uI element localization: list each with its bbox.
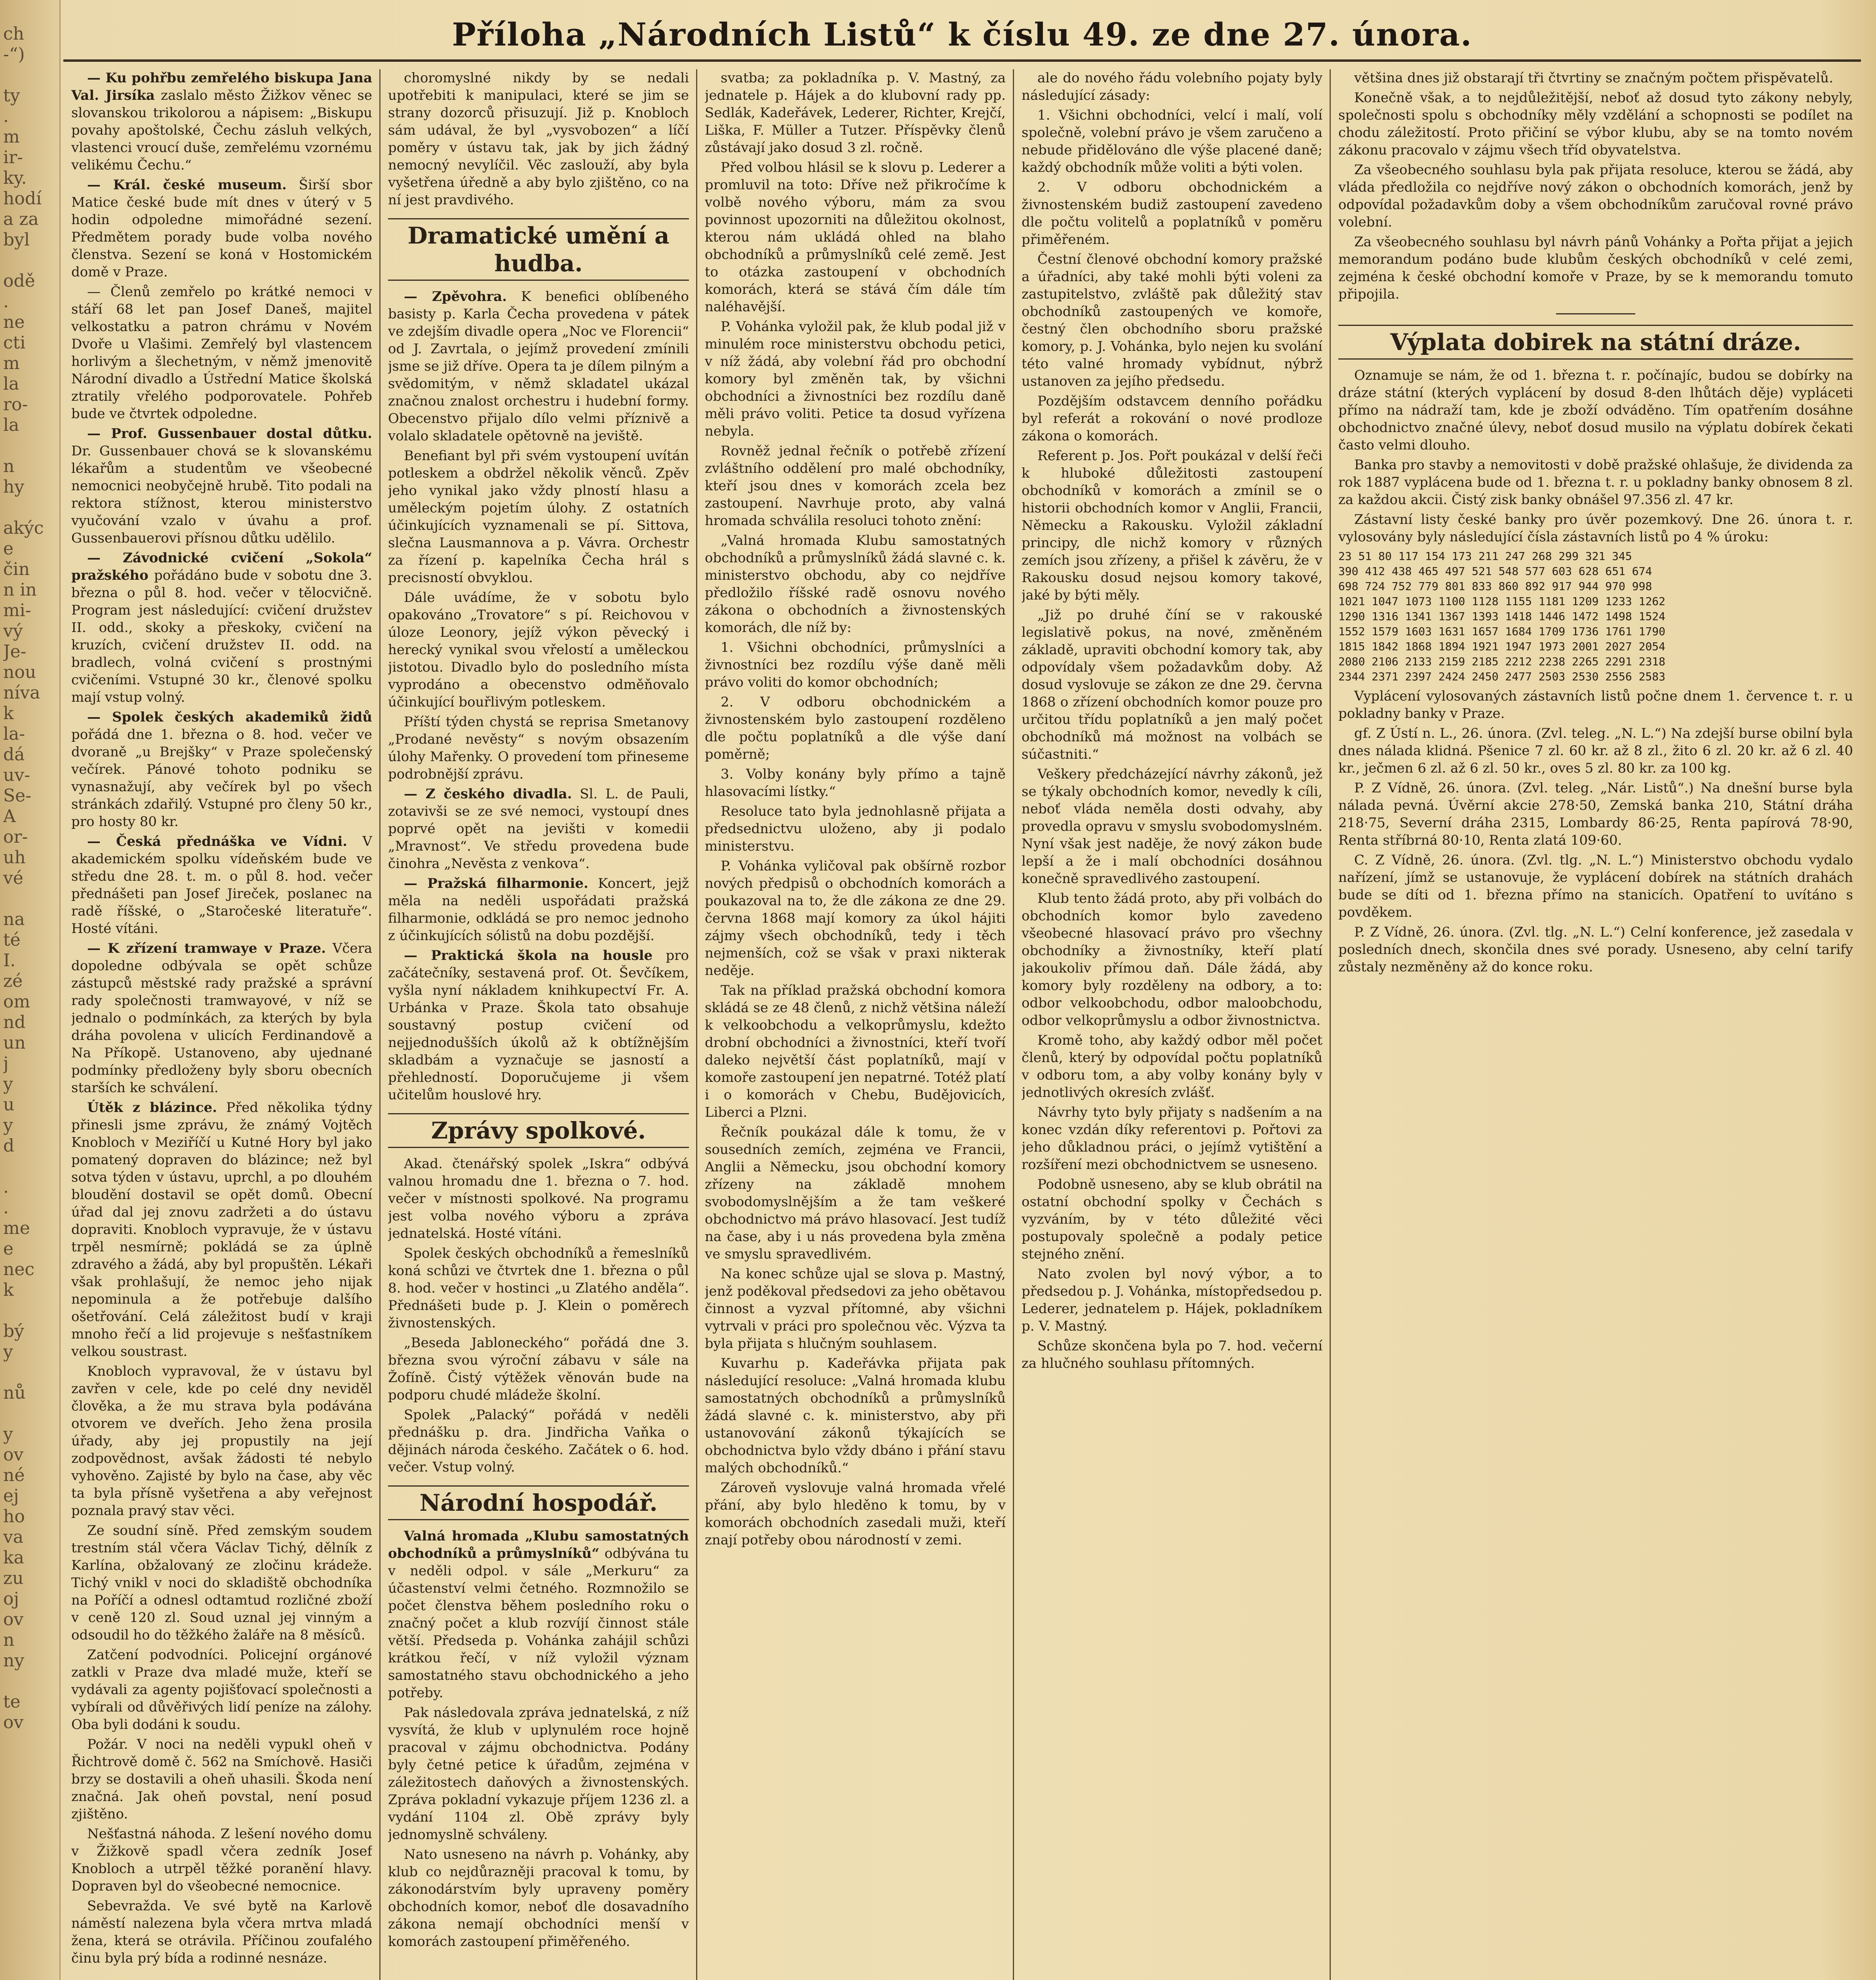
article-lead: — Král. české museum. <box>87 177 287 193</box>
article-text: Veškery předcházející návrhy zákonů, jež se týkaly obchodních komor, nevedly k cíli, neboť vláda neměla dosti odvahy, aby provedla opravu v smyslu svobodomyslném. Nyní však jest naděje, že nový zákon bude lepší a že i malí obchodníci dosáhnou konečně spravedlivého zastoupení. <box>1022 766 1322 887</box>
article-paragraph <box>71 833 372 937</box>
article-paragraph <box>1022 1265 1322 1335</box>
article-text: Podobně usneseno, aby se klub obrátil na ostatní obchodní spolky v Čechách s vyzváním, by v této důležité věci postupovaly společně a podaly petice stejného znění. <box>1022 1177 1322 1262</box>
article-paragraph <box>71 1897 372 1967</box>
article-text: P. Z Vídně, 26. února. (Zvl. tlg. „N. L.“) Celní konference, jež zasedala v posledních dnech, skončila dnes své porady. Usneseno, aby celní tarify zůstaly nezměněny až do konce roku. <box>1338 924 1853 975</box>
article-text: P. Vohánka vyličoval pak obšírně rozbor nových předpisů o obchodních komorách a poukazoval na to, že dle zákona ze dne 29. června 1868 mají komory za úkol hájiti zájmy všech obchodníků, tedy i těch nejmenších, což se však v praxi nikterak neděje. <box>705 858 1006 979</box>
article-paragraph <box>705 1265 1006 1352</box>
article-paragraph <box>71 1099 372 1360</box>
section-heading-club-news: Zprávy spolkové. <box>388 1113 689 1148</box>
article-lead: — Praktická škola na housle <box>404 948 653 963</box>
article-paragraph <box>705 982 1006 1121</box>
article-text: Knobloch vypravoval, že v ústavu byl zavřen v cele, kde po celé dny neviděl člověka, a že mu strava byla podávána otvorem ve dveřích. Jeho žena prosila úřady, aby jej propustily na její zodpovědnost, avšak žádosti té nebylo vyhověno. Zajisté by bylo na čase, aby věc ta byla přísně vyšetřena a aby veřejnost poznala pravý stav věci. <box>71 1363 372 1519</box>
article-paragraph <box>388 589 689 711</box>
article-lead: — Česká přednáška ve Vídni. <box>87 834 348 849</box>
article-paragraph <box>1338 725 1853 777</box>
article-text: gf. Z Ústí n. L., 26. února. (Zvl. teleg. „N. L.“) Na zdejší burse obilní byla dnes nálada klidná. Pšenice 7 zl. 60 kr. až 8 zl., žito 6 zl. 20 kr. až 6 zl. 40 kr., ječmen 6 zl. až 6 zl. 50 kr., oves 5 zl. 80 kr. za 100 kg. <box>1338 725 1853 776</box>
article-paragraph <box>71 1825 372 1895</box>
column-4 <box>1022 69 1322 1980</box>
article-text: svatba; za pokladníka p. V. Mastný, za jednatele p. Hájek a do klubovní rady pp. Sedlák, Kadeřávek, Lederer, Richter, Krejčí, Liška, F. Müller a Tutzer. Příspěvky členů zůstávají jako dosud 3 zl. ročně. <box>705 70 1006 156</box>
left-page-edge <box>0 0 61 1980</box>
column-5 <box>1338 69 1853 1980</box>
article-paragraph <box>1338 923 1853 976</box>
article-paragraph <box>388 1527 689 1702</box>
column-rule <box>1013 69 1014 1980</box>
article-paragraph <box>388 785 689 872</box>
article-paragraph <box>71 1522 372 1644</box>
article-text: Pozdějším odstavcem denního pořádku byl referát a rokování o nové prodloze zákona o komorách. <box>1022 393 1322 444</box>
article-text: zaslalo město Žižkov věnec se slovanskou trikolorou a nápisem: „Biskupu povahy apoštolské, Čechu zásluh velkých, vlastenci vroucí duše, zemřelému vzornému velikému Čechu.“ <box>71 88 372 173</box>
column-rule <box>379 69 381 1980</box>
article-text: Spolek českých obchodníků a řemeslníků koná schůzi ve čtvrtek dne 1. března o půl 8. hod. večer v hostinci „u Zlatého anděla“. Přednášeti bude p. J. Klein o poměrech živnostenských. <box>388 1245 689 1331</box>
column-rule <box>696 69 697 1980</box>
article-text: pořádáno bude v sobotu dne 3. března o půl 8. hod. večer v tělocvičně. Program jest následující: cvičení družstev II. odd., skoky a přeskoky, cvičení na kruzích, cvičení družstev II. odd. na bradlech, volná cvičení s prostnými cvičeními. Vstupné 30 kr., členové spolku mají vstup volný. <box>71 567 372 705</box>
article-text: Za všeobecného souhlasu byl návrh pánů Vohánky a Pořta přijat a jejich memorandum podáno bude klubům českých obchodníků v celé zemi, zejména k české obchodní komoře v Praze, by se k memorandu tomuto připojila. <box>1338 234 1853 302</box>
article-lead: Valná hromada „Klubu samostatných obchodníků a průmyslníků“ <box>388 1528 689 1561</box>
article-paragraph <box>1338 511 1853 546</box>
article-paragraph <box>1022 1104 1322 1173</box>
article-paragraph <box>705 318 1006 440</box>
article-text: „Valná hromada Klubu samostatných obchodníků a průmyslníků žádá slavné c. k. ministerstvo obchodu, aby co nejdříve předložilo říšské radě osnovu nového zákona o obchodních a živnostenských komorách, dle níž by: <box>705 533 1006 636</box>
article-text: Nešťastná náhoda. Z lešení nového domu v Žižkově spadl včera zedník Josef Knobloch a utrpěl těžké poranění hlavy. Dopraven byl do všeobecné nemocnice. <box>71 1826 372 1894</box>
article-text: Kuvarhu p. Kadeřávka přijata pak následující resoluce: „Valná hromada klubu samostatných obchodníků a průmyslníků žádá slavné c. k. ministerstvo, aby při ustanovování zákonů týkajících se obchodnictva bylo vždy dbáno i přání stavu malých obchodníků.“ <box>705 1356 1006 1476</box>
article-paragraph <box>388 1155 689 1242</box>
article-paragraph <box>705 1479 1006 1549</box>
article-lead: — Z českého divadla. <box>404 786 572 802</box>
article-lead: — Zpěvohra. <box>404 289 507 305</box>
article-lead: — Spolek českých akademiků židů <box>87 709 372 725</box>
section-cod-payments <box>1338 367 1853 546</box>
article-text: Zároveň vyslovuje valná hromada vřelé přání, aby bylo hleděno k tomu, by v komorách obchodních zasedali muži, kteří znají potřeby obou národností v zemi. <box>705 1480 1006 1548</box>
article-text: P. Z Vídně, 26. února. (Zvl. teleg. „Nár. Listů“.) Na dnešní burse byla nálada pevná. Úvěrní akcie 278·50, Zemská banka 210, Státní dráha 218·75, Severní dráha 2315, Lombardy 86·25, Renta papírová 78·90, Renta stříbrná 80·10, Renta zlatá 109·60. <box>1338 780 1853 848</box>
article-paragraph <box>388 1334 689 1404</box>
article-text: Dále uvádíme, že v sobotu bylo opakováno „Trovatore“ s pí. Reichovou v úloze Leonory, jejíž výkon pěvecký i herecký vynikal svou vřelostí a uměleckou jistotou. Divadlo bylo do posledního místa vyprodáno a obecenstvo odměňovalo účinkující bouřlivým potleskem. <box>388 590 689 710</box>
article-paragraph <box>705 765 1006 800</box>
article-paragraph <box>71 940 372 1097</box>
article-paragraph <box>1022 606 1322 763</box>
column-5-intro <box>1338 69 1853 303</box>
article-text: „Již po druhé číní se v rakouské legislativě pokus, na nové, změněném základě, upraviti obchodní komory tak, aby odpovídaly všem požadavkům doby. Až dosud vyslovuje se zákon ze dne 29. června 1868 o zřízení obchodních komor pouze pro určitou třídu poplatníků a jen malý počet obchodníků má možnost na volbách se súčastniti.“ <box>1022 607 1322 762</box>
article-paragraph <box>1022 69 1322 104</box>
article-paragraph <box>1022 1176 1322 1263</box>
article-paragraph <box>1022 179 1322 248</box>
article-paragraph <box>71 549 372 706</box>
article-paragraph <box>705 693 1006 763</box>
article-paragraph <box>388 447 689 586</box>
article-paragraph <box>1338 89 1853 159</box>
article-text: Příští týden chystá se reprisa Smetanovy „Prodané nevěsty“ s novým obsazením úlohy Mařenky. O provedení tom přineseme podrobnější zprávu. <box>388 714 689 782</box>
masthead-rule <box>63 59 1861 62</box>
article-text: Resoluce tato byla jednohlasně přijata a předsednictvu uloženo, aby ji podalo ministerstvu. <box>705 803 1006 854</box>
article-paragraph <box>705 857 1006 979</box>
section-heading-cod-payments: Výplata dobirek na státní dráze. <box>1338 325 1853 360</box>
article-text: Akad. čtenářský spolek „Iskra“ odbývá valnou hromadu dne 1. března o 7. hod. večer v místnosti spolkové. Na programu jest volba nového výboru a zpráva jednatelská. Hosté vítáni. <box>388 1156 689 1241</box>
article-lead: — Závodnické cvičení „Sokola“ pražského <box>71 550 372 583</box>
article-paragraph <box>388 288 689 445</box>
article-text: ale do nového řádu volebního pojaty byly následující zásady: <box>1022 70 1322 103</box>
article-paragraph <box>71 1736 372 1823</box>
article-paragraph <box>705 69 1006 156</box>
article-paragraph <box>1338 687 1853 722</box>
article-text: odbývána tu v neděli odpol. v sále „Merkuru“ za účastenství velmi četného. Rozmnožilo se počet členstva během posledního roku o značný počet a klub rozvíjí činnost stále větší. Předseda p. Vohánka zahájil schůzi krátkou řečí, v níž vyložil význam samostatného stavu obchodnického a jeho potřeby. <box>388 1546 689 1701</box>
article-text: pro začátečníky, sestavená prof. Ot. Ševčíkem, vyšla nyní nákladem knihkupectví Fr. A. Urbánka v Praze. Škola tato obsahuje soustavný postup cvičení od nejjednodušších úkolů až k obtížnějším skladbám a vyznačuje se jasností a přehledností. Doporučujeme ji všem učitelům houslové hry. <box>388 948 689 1103</box>
section-club-news <box>388 1155 689 1476</box>
column-1 <box>71 69 372 1980</box>
article-paragraph <box>705 442 1006 529</box>
article-text: Na konec schůze ujal se slova p. Mastný, jenž poděkoval předsedovi za jeho obětavou činnost a vyzval přítomné, aby všichni vytrvali v práci pro společnou věc. Výzva ta byla přijata s hlučným souhlasem. <box>705 1266 1006 1352</box>
article-text: Banka pro stavby a nemovitosti v době pražské ohlašuje, že dividenda za rok 1887 vyplácena bude od 1. března t. r. u pokladny banky obnosem 8 zl. za každou akcii. Čistý zisk banky obnášel 97.356 zl. 47 kr. <box>1338 457 1853 508</box>
article-text: choromyslné nikdy by se nedali upotřebiti k manipulaci, které se jim se strany dozorců přisuzují. Již p. Knobloch sám udával, že byl „vysvobozen“ a líčí poměry v ústavu tak, jak by jich žádný nemocný nevylíčil. Věc zaslouží, aby byla vyšetřena úředně a aby bylo zjištěno, co na ní jest pravdivého. <box>388 70 689 208</box>
article-paragraph <box>388 1406 689 1476</box>
article-text: 2. V odboru obchodnickém a živnostenském budiž zastoupení zavedeno dle počtu volitelů a poplatníků v poměru přiměřeném. <box>1022 179 1322 248</box>
article-text: 3. Volby konány byly přímo a tajně hlasovacími lístky.“ <box>705 766 1006 800</box>
section-market-reports <box>1338 687 1853 976</box>
article-text: Schůze skončena byla po 7. hod. večerní za hlučného souhlasu přítomných. <box>1022 1338 1322 1371</box>
supplement-masthead: Příloha „Národních Listů“ k číslu 49. ze dne 27. února. <box>452 16 1473 53</box>
article-lead: — Prof. Gussenbauer dostal důtku. <box>87 426 372 442</box>
article-lead: — K zřízení tramwaye v Praze. <box>87 940 326 956</box>
column-2 <box>388 69 689 1980</box>
article-paragraph <box>705 532 1006 636</box>
article-paragraph <box>71 69 372 174</box>
article-paragraph <box>71 425 372 547</box>
article-text: — Členů zemřelo po krátké nemoci v stáří 68 let pan Josef Daneš, majitel velkostatku a patron chrámu v Novém Dvoře u Vlašimi. Zemřelý byl vlastencem horlivým a šlechetným, v němž jmenovitě Národní divadlo a Ústřední Matice školská ztratily vřelého podporovatele. Pohřeb bude ve čtvrtek odpoledne. <box>71 284 372 422</box>
article-text: Včera dopoledne odbývala se opět schůze zástupců městské rady pražské a správní rady společnosti tramwayové, v níž se jednalo o podmínkách, za kterých by byla dráha povolena v ulicích Ferdinandově a Na Příkopě. Ustanoveno, aby ujednané podmínky předloženy byly sboru obecních starších ke schválení. <box>71 940 372 1096</box>
article-lead: Útěk z blázince. <box>87 1100 217 1116</box>
article-paragraph <box>71 176 372 281</box>
edge-text-fragments: ch -“) ty . m ir- ky. hodí a za byl odě . ne cti m la ro- la n hy akýc e čin n in mi- vý Je- nou níva k la- dá uv- Se- A or- uh vé na té I. zé om nd un j y u y d . . me e nec k bý y nů y ov né ej ho va ka zu oj ov n ny te ov <box>3 24 44 1732</box>
article-text: Klub tento žádá proto, aby při volbách do obchodních komor bylo zavedeno všeobecné hlasovací právo pro všechny obchodníky a živnostníky, kteří platí jakoukoliv přímou daň. Dále žádá, aby komory byly rozděleny na odbory, a to: odbor velkoobchodu, odbor maloobchodu, odbor velkoprůmyslu a odbor živnostnictva. <box>1022 891 1322 1028</box>
article-paragraph <box>388 947 689 1104</box>
article-text: Pak následovala zpráva jednatelská, z níž vysvítá, že klub v uplynulém roce hojně pracoval v zájmu obchodnictva. Podány byly četné petice k úřadům, zejména v záležitostech daňových a živnostenských. Zpráva pokladní vykazuje příjem 1236 zl. a vydání 1104 zl. Obě zprávy byly jednomyslně schváleny. <box>388 1705 689 1843</box>
article-text: 2. V odboru obchodnickém a živnostenském bylo zastoupení rozděleno dle počtu poplatníků a dle výše daní poměrně; <box>705 694 1006 762</box>
article-text: Oznamuje se nám, že od 1. března t. r. počínajíc, budou se dobírky na dráze státní (kterých vyplácení by dosud 8-den lhůtách děje) vypláceti přímo na nádraží tam, kde je zboží odváděno. Tím opatřením dosáhne obchodnictvo značné úlevy, neboť dosud musilo na výplatu dobírek čekati často velmi dlouho. <box>1338 367 1853 453</box>
article-paragraph <box>388 1245 689 1332</box>
article-paragraph <box>1338 367 1853 454</box>
article-lead: — Ku pohřbu zemřelého biskupa Jana Val. Jirsíka <box>71 70 372 103</box>
article-text: Rovněž jednal řečník o potřebě zřízení zvláštního oddělení pro malé obchodníky, kteří jsou dnes v komorách zcela bez zastoupení. Navrhuje proto, aby valná hromada schválila resoluci tohoto znění: <box>705 443 1006 529</box>
article-text: Benefiant byl při svém vystoupení uvítán potleskem a obdržel několik věnců. Zpěv jeho vynikal jako vždy plností hlasu a uměleckým pojetím úlohy. Z ostatních účinkujících vyznamenali se pí. Sittova, slečna Lausmannova a p. Vávra. Orchestr za řízení p. kapelníka Čecha hrál s precisností obvyklou. <box>388 448 689 586</box>
section-national-economy <box>388 1527 689 1950</box>
article-paragraph <box>388 713 689 783</box>
article-text: Zatčení podvodníci. Policejní orgánové zatkli v Praze dva mladé muže, kteří se vydávali za agenty pojišťovací společnosti a vybírali od důvěřivých lidí peníze na zálohy. Oba byli dodáni k soudu. <box>71 1647 372 1732</box>
article-text: Koncert, jejž měla na neděli uspořádati pražská filharmonie, odkládá se pro nemoc jednoho z účinkujících sólistů na dobu pozdější. <box>388 876 689 944</box>
article-text: 1. Všichni obchodníci, průmyslníci a živnostníci bez rozdílu výše daně měli právo voliti do komor obchodních; <box>705 640 1006 690</box>
article-paragraph <box>388 875 689 944</box>
article-paragraph <box>1338 779 1853 849</box>
article-paragraph <box>1338 69 1853 87</box>
article-text: Spolek „Palacký“ pořádá v neděli přednášku p. dra. Jindřicha Vaňka o dějinách národa českého. Začátek o 6. hod. večer. Vstup volný. <box>388 1407 689 1475</box>
article-paragraph <box>1022 251 1322 390</box>
article-text: V akademickém spolku vídeňském bude ve středu dne 28. t. m. o půl 8. hod. večer přednášeti pan Josef Jireček, poslanec na radě říšské, o „Staročeské literatuře“. Hosté vítáni. <box>71 834 372 937</box>
article-text: Za všeobecného souhlasu byla pak přijata resoluce, kterou se žádá, aby vláda předložila co nejdříve nový zákon o obchodních komorách, jenž by odpovídal požadavkům doby a všem obchodníkům zaručoval rovné právo volební. <box>1338 162 1853 230</box>
article-text: Vyplácení vylosovaných zástavních listů počne dnem 1. července t. r. u pokladny banky v Praze. <box>1338 688 1853 722</box>
article-text: Širší sbor Matice české bude mít dnes v úterý v 5 hodin odpoledne mimořádné sezení. Předmětem porady bude volba nového členstva. Sezení se koná v Hostomickém domě v Praze. <box>71 177 372 280</box>
column-3 <box>705 69 1006 1980</box>
article-text: pořádá dne 1. března o 8. hod. večer ve dvoraně „u Brejšky“ v Praze společenský večírek. Pánové tohoto podniku se vynasnažují, aby večírek byl po všech stránkách zdařilý. Vstupné pro členy 50 kr., pro hosty 80 kr. <box>71 727 372 830</box>
column-rule <box>1330 69 1331 1980</box>
lottery-number-table: 23 51 80 117 154 173 211 247 268 299 321 345 390 412 438 465 497 521 548 577 603 628 651 674 698 724 752 779 801 833 860 892 917 944 970 998 1021 1047 1073 1100 1128 1155 1181 1209 1233 1262 1290 1316 1341 1367 1393 1418 1446 1472 1498 1524 1552 1579 1603 1631 1657 1684 1709 1736 1761 1790 1815 1842 1868 1894 1921 1947 1973 2001 2027 2054 2080 2106 2133 2159 2185 2212 2238 2265 2291 2318 2344 2371 2397 2424 2450 2477 2503 2530 2556 2583 <box>1338 550 1666 683</box>
section-heading-dramatic-arts: Dramatické umění a hudba. <box>388 218 689 281</box>
article-text: Konečně však, a to nejdůležitější, neboť až dosud tyto zákony nebyly, společnosti spolu s obchodníky měly vzdělání a schopnosti se podílet na chodu záležitostí. Proto přičiní se výbor klubu, aby se na tomto novém zákonu pracovalo v zájmu všech tříd obyvatelstva. <box>1338 90 1853 158</box>
article-text: Sl. L. de Pauli, zotavivši se ze své nemoci, vystoupí dnes poprvé opět na jevišti v komedii „Mravnost“. Ve středu provedena bude činohra „Nevěsta z venkova“. <box>388 786 689 872</box>
article-text: Dr. Gussenbauer chová se k slovanskému lékařům a studentům ve všeobecné nemocnici neobyčejně hrubě. Tito podali na rektora stížnost, kterou ministerstvo vyučování vzalo v úvahu a prof. Gussenbauerovi přísnou důtku udělilo. <box>71 443 372 546</box>
article-paragraph <box>705 639 1006 691</box>
article-paragraph <box>1022 1032 1322 1101</box>
article-text: Požár. V noci na neděli vypukl oheň v Řichtrově domě č. 562 na Smíchově. Hasiči brzy se dostavili a oheň uhasili. Škoda není značná. Jak oheň povstal, není posud zjištěno. <box>71 1736 372 1822</box>
article-paragraph <box>1022 392 1322 445</box>
article-text: K benefici oblíbeného basisty p. Karla Čecha provedena v pátek ve zdejším divadle opera „Noc ve Florencii“ od J. Zavrtala, o jejímž provedení zmínili jsme se již dříve. Opera ta je dílem pilným a svědomitým, v němž skladatel ukázal značnou znalost orchestru i hudební formy. Obecenstvo přijalo dílo velmi příznivě a volalo skladatele opětovně na jeviště. <box>388 289 689 444</box>
article-paragraph <box>1022 890 1322 1029</box>
article-text: Referent p. Jos. Pořt poukázal v delší řeči k hluboké důležitosti zastoupení obchodníků v komorách a zmínil se o historii obchodních komor v Anglii, Francii, Německu a Rakousku. Vyložil základní principy, dle nichž komory v různých zemích jsou zřízeny, a přišel k závěru, že v Rakousku dosud nejsou komory takové, jaké by býti měly. <box>1022 448 1322 603</box>
article-paragraph <box>1338 233 1853 303</box>
article-text: Řečník poukázal dále k tomu, že v sousedních zemích, zejména ve Francii, Anglii a Německu, jsou obchodní komory zřízeny na základě mnohem svobodomyslnějším a že tam veškeré obchodnictvo má právo hlasovací. Jest tudíž na čase, aby i u nás provedena byla změna ve smyslu spravedlivém. <box>705 1124 1006 1262</box>
article-text: Tak na příklad pražská obchodní komora skládá se ze 48 členů, z nichž většina náleží k velkoobchodu a velkoprůmyslu, kdežto drobní obchodníci a živnostníci, kteří tvoří daleko největší část poplatníků, mají v komoře zastoupení jen nepatrné. Totéž platí i o komorách v Chebu, Budějovicích, Liberci a Plzni. <box>705 982 1006 1120</box>
article-paragraph <box>1338 456 1853 508</box>
article-text: Návrhy tyto byly přijaty s nadšením a na konec vzdán díky referentovi p. Pořtovi za jeho důkladnou práci, o jejímž vytištění a rozšíření mezi obchodnictvem se usneseno. <box>1022 1104 1322 1173</box>
article-text: P. Vohánka vyložil pak, že klub podal již v minulém roce ministerstvu obchodu petici, v níž žádá, aby volební řád pro obchodní komory byl změněn tak, by všichni obchodníci a živnostníci bez rozdílu daně měli právo voliti. Petice ta dosud vyřízena nebyla. <box>705 319 1006 439</box>
article-paragraph <box>1338 851 1853 921</box>
article-paragraph <box>388 1846 689 1950</box>
article-paragraph <box>71 708 372 830</box>
article-paragraph <box>705 159 1006 316</box>
article-paragraph <box>388 69 689 209</box>
article-text: Ze soudní síně. Před zemským soudem trestním stál včera Václav Tichý, dělník z Karlína, obžalovaný ze zločinu krádeže. Tichý vnikl v noci do skladiště obchodníka na Poříčí a odnesl odtamtud rozličné zboží v ceně 120 zl. Soud uznal jej vinným a odsoudil ho do těžkého žaláře na 8 měsíců. <box>71 1523 372 1643</box>
article-text: 1. Všichni obchodníci, velcí i malí, volí společně, volební právo je všem zaručeno a nebude přidělováno dle výše placené daně; každý obchodník může voliti a býti volen. <box>1022 107 1322 175</box>
article-text: Nato zvolen byl nový výbor, a to předsedou p. J. Vohánka, místopředsedou p. Lederer, jednatelem p. Hájek, pokladníkem p. V. Mastný. <box>1022 1266 1322 1334</box>
article-paragraph <box>71 1646 372 1733</box>
article-text: Sebevražda. Ve své bytě na Karlově náměstí nalezena byla včera mrtva mladá žena, která se otrávila. Příčinou zoufalého činu byla prý bída a rodinné nesnáze. <box>71 1898 372 1966</box>
article-text: většina dnes již obstarají tři čtvrtiny se značným počtem přispěvatelů. <box>1354 70 1833 86</box>
article-paragraph <box>1022 447 1322 604</box>
article-text: Nato usneseno na návrh p. Vohánky, aby klub co nejdůrazněji pracoval k tomu, by zákonodárstvím byly upraveny poměry obchodních komor, neboť dle dosavadního zákona nemají obchodníci menší v komorách zastoupení přiměřeného. <box>388 1847 689 1950</box>
article-text: Zástavní listy české banky pro úvěr pozemkový. Dne 26. února t. r. vylosovány byly následující čísla zástavních listů po 4 % úroku: <box>1338 512 1853 545</box>
article-paragraph <box>705 1355 1006 1477</box>
article-text: Kromě toho, aby každý odbor měl počet členů, který by odpovídal počtu poplatníků v odboru tom, a aby volby konány byly v jednotlivých okresích zvlášť. <box>1022 1032 1322 1100</box>
article-paragraph <box>388 1704 689 1843</box>
article-paragraph <box>1338 161 1853 231</box>
section-dramatic-arts <box>388 288 689 1104</box>
article-paragraph <box>1022 765 1322 887</box>
article-paragraph <box>71 283 372 423</box>
article-lead: — Pražská filharmonie. <box>404 876 588 891</box>
article-text: C. Z Vídně, 26. února. (Zvl. tlg. „N. L.“) Ministerstvo obchodu vydalo nařízení, jímž se ustanovuje, že vyplácení dobírek na státních drahách bude se díti od 1. března přímo na stanicích. Opatření to uvítáno s povděkem. <box>1338 852 1853 920</box>
section-heading-national-economy: Národní hospodář. <box>388 1485 689 1520</box>
article-text: Čestní členové obchodní komory pražské a úřadníci, aby také mohli býti voleni za zastupitelstvo, zvláště pak důležitý stav obchodníků zastoupených ve komoře, čestný člen obchodního sboru pražské komory, p. J. Vohánka, bylo nejen ku svolání této valné hromady vybídnut, nýbrž ustanoven za jejího předsedu. <box>1022 251 1322 389</box>
article-paragraph <box>1022 107 1322 176</box>
article-paragraph <box>705 803 1006 855</box>
article-text: Před několika týdny přinesli jsme zprávu, že známý Vojtěch Knobloch v Meziříčí u Kutné Hory byl jako pomatený dopraven do blázince; než byl sotva týden v ústavu, uprchl, a po dlouhém bloudění dostavil se opět domů. Obecní úřad dal jej znovu zadržeti a do ústavu dopraviti. Knobloch vypravuje, že v ústavu trpěl nesmírně; pokládá se za úplně zdravého a žádá, aby byl propuštěn. Lékaři však prohlašují, že nemoc jeho nijak nepominula a že potřebuje dalšího ošetřování. Celá záležitost budí v kraji mnoho řečí a lid projevuje s nešťastníkem velkou soustrast. <box>71 1100 372 1359</box>
column-2-intro <box>388 69 689 209</box>
article-paragraph <box>1022 1337 1322 1372</box>
article-text: Před volbou hlásil se k slovu p. Lederer a promluvil na toto: Dříve než přikročíme k volbě nového výboru, mám za svou povinnost upozorniti na důležitou okolnost, kterou nám ukládá ohled na blaho obchodníků a průmyslníků celé země. Jest to otázka zastoupení v obchodních komorách, která se stává čím dále tím naléhavější. <box>705 160 1006 315</box>
article-paragraph <box>705 1123 1006 1263</box>
separator-rule <box>1556 313 1635 314</box>
article-text: „Beseda Jabloneckého“ pořádá dne 3. března svou výroční zábavu v sále na Žofíně. Čistý výtěžek věnován bude na podporu chudé mládeže školní. <box>388 1335 689 1403</box>
article-paragraph <box>71 1363 372 1519</box>
